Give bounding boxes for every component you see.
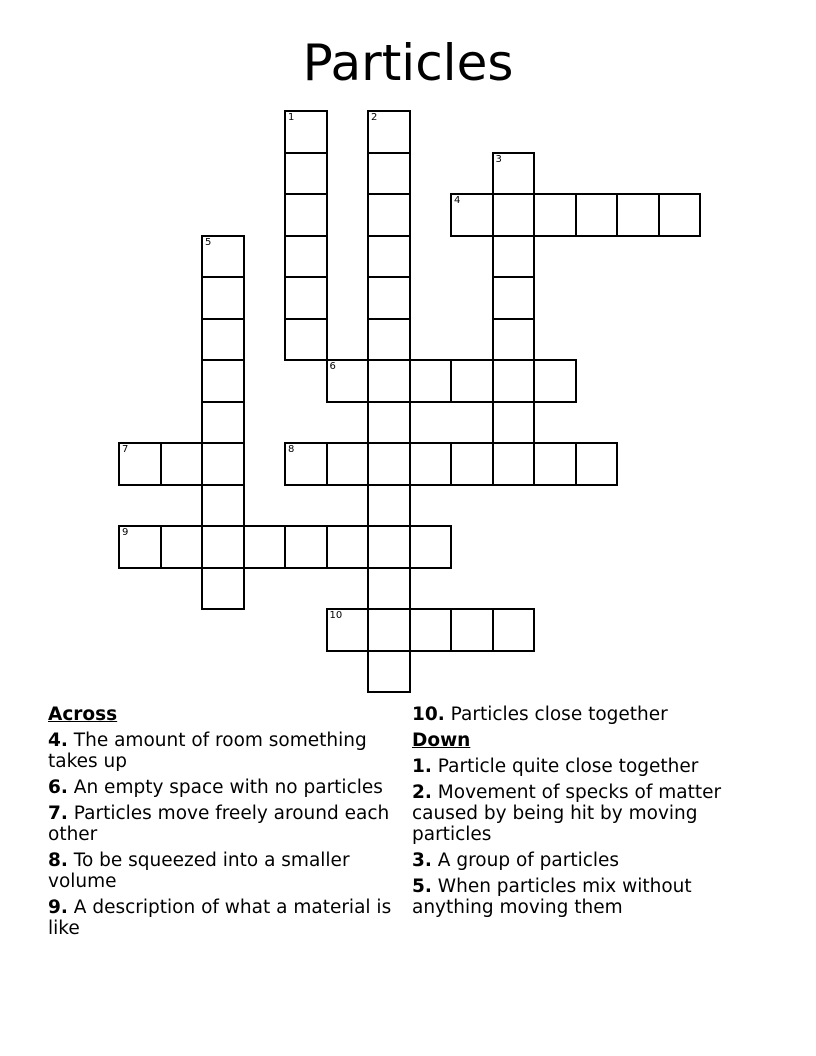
cell-number: 6	[329, 361, 336, 372]
grid-cell[interactable]	[284, 235, 328, 279]
grid-cell[interactable]	[284, 442, 328, 486]
grid-cell[interactable]	[533, 359, 577, 403]
clue-text: Particles move freely around each other	[48, 803, 390, 845]
clue-down-2	[412, 782, 757, 845]
grid-cell[interactable]	[367, 567, 411, 611]
grid-cell[interactable]	[492, 608, 536, 652]
clue-across-8	[48, 850, 393, 892]
grid-cell[interactable]	[367, 318, 411, 362]
grid-cell[interactable]	[118, 442, 162, 486]
clue-text: When particles mix without anything moving them	[412, 876, 692, 918]
clue-number: 10.	[412, 704, 445, 725]
grid-cell[interactable]	[492, 442, 536, 486]
clue-number: 5.	[412, 876, 432, 897]
across-clues	[48, 704, 393, 944]
grid-cell[interactable]	[575, 193, 619, 237]
grid-cell[interactable]	[326, 359, 370, 403]
grid-cell[interactable]	[160, 442, 204, 486]
clue-down-5	[412, 876, 757, 918]
clue-text: Movement of specks of matter caused by being hit by moving particles	[412, 782, 722, 845]
cell-number: 2	[371, 112, 378, 123]
grid-cell[interactable]	[367, 525, 411, 569]
grid-cell[interactable]	[243, 525, 287, 569]
grid-cell[interactable]	[201, 442, 245, 486]
clue-across-4	[48, 730, 393, 772]
clue-text: Particles close together	[450, 704, 668, 725]
grid-cell[interactable]	[450, 608, 494, 652]
grid-cell[interactable]	[367, 110, 411, 154]
grid-cell[interactable]	[284, 525, 328, 569]
grid-cell[interactable]	[409, 525, 453, 569]
grid-cell[interactable]	[492, 276, 536, 320]
grid-cell[interactable]	[284, 318, 328, 362]
grid-cell[interactable]	[367, 359, 411, 403]
cell-number: 4	[454, 195, 461, 206]
clue-across-10	[412, 704, 757, 725]
grid-cell[interactable]	[409, 608, 453, 652]
grid-cell[interactable]	[492, 235, 536, 279]
clue-across-6	[48, 777, 393, 798]
cell-number: 9	[122, 527, 129, 538]
grid-cell[interactable]	[284, 276, 328, 320]
clue-text: The amount of room something takes up	[48, 730, 367, 772]
grid-cell[interactable]	[284, 152, 328, 196]
grid-cell[interactable]	[201, 525, 245, 569]
down-heading: Down	[412, 730, 471, 751]
grid-cell[interactable]	[201, 567, 245, 611]
clue-number: 8.	[48, 850, 68, 871]
grid-cell[interactable]	[450, 442, 494, 486]
clue-across-9	[48, 897, 393, 939]
grid-cell[interactable]	[616, 193, 660, 237]
down-clues	[412, 704, 757, 923]
grid-cell[interactable]	[450, 193, 494, 237]
clue-text: Particle quite close together	[437, 756, 699, 777]
grid-cell[interactable]	[367, 152, 411, 196]
grid-cell[interactable]	[409, 359, 453, 403]
grid-cell[interactable]	[201, 276, 245, 320]
clue-number: 7.	[48, 803, 68, 824]
clue-text: A description of what a material is like	[48, 897, 392, 939]
grid-cell[interactable]	[367, 193, 411, 237]
grid-cell[interactable]	[367, 276, 411, 320]
grid-cell[interactable]	[533, 442, 577, 486]
grid-cell[interactable]	[201, 235, 245, 279]
grid-cell[interactable]	[326, 525, 370, 569]
grid-cell[interactable]	[658, 193, 702, 237]
grid-cell[interactable]	[492, 401, 536, 445]
grid-cell[interactable]	[160, 525, 204, 569]
grid-cell[interactable]	[450, 359, 494, 403]
grid-cell[interactable]	[284, 110, 328, 154]
clue-across-7	[48, 803, 393, 845]
cell-number: 5	[205, 236, 212, 248]
cell-number: 3	[495, 153, 502, 165]
clue-number: 2.	[412, 782, 432, 803]
cell-number: 10	[329, 610, 343, 621]
clue-down-1	[412, 756, 757, 777]
grid-cell[interactable]	[284, 193, 328, 237]
grid-cell[interactable]	[367, 484, 411, 528]
grid-cell[interactable]	[201, 401, 245, 445]
clue-number: 9.	[48, 897, 68, 918]
cell-number: 8	[288, 444, 295, 455]
grid-cell[interactable]	[367, 401, 411, 445]
clue-number: 3.	[412, 850, 432, 871]
grid-cell[interactable]	[533, 193, 577, 237]
grid-cell[interactable]	[326, 608, 370, 652]
clue-number: 1.	[412, 756, 432, 777]
page-title: Particles	[302, 34, 514, 92]
grid-cell[interactable]	[201, 359, 245, 403]
cell-number: 1	[288, 112, 295, 123]
grid-cell[interactable]	[367, 235, 411, 279]
grid-cell[interactable]	[492, 152, 536, 196]
cell-number: 7	[122, 444, 129, 455]
across-heading: Across	[48, 704, 118, 725]
grid-cell[interactable]	[367, 608, 411, 652]
clue-down-3	[412, 850, 757, 871]
clue-text: To be squeezed into a smaller volume	[48, 850, 350, 892]
grid-cell[interactable]	[492, 193, 536, 237]
grid-cell[interactable]	[367, 442, 411, 486]
clue-text: A group of particles	[437, 850, 620, 871]
grid-cell[interactable]	[118, 525, 162, 569]
clue-number: 6.	[48, 777, 68, 798]
clue-text: An empty space with no particles	[73, 777, 383, 798]
grid-cell[interactable]	[201, 484, 245, 528]
grid-cell[interactable]	[201, 318, 245, 362]
grid-cell[interactable]	[326, 442, 370, 486]
grid-cell[interactable]	[492, 359, 536, 403]
grid-cell[interactable]	[492, 318, 536, 362]
grid-cell[interactable]	[367, 650, 411, 694]
grid-cell[interactable]	[575, 442, 619, 486]
clue-number: 4.	[48, 730, 68, 751]
grid-cell[interactable]	[409, 442, 453, 486]
